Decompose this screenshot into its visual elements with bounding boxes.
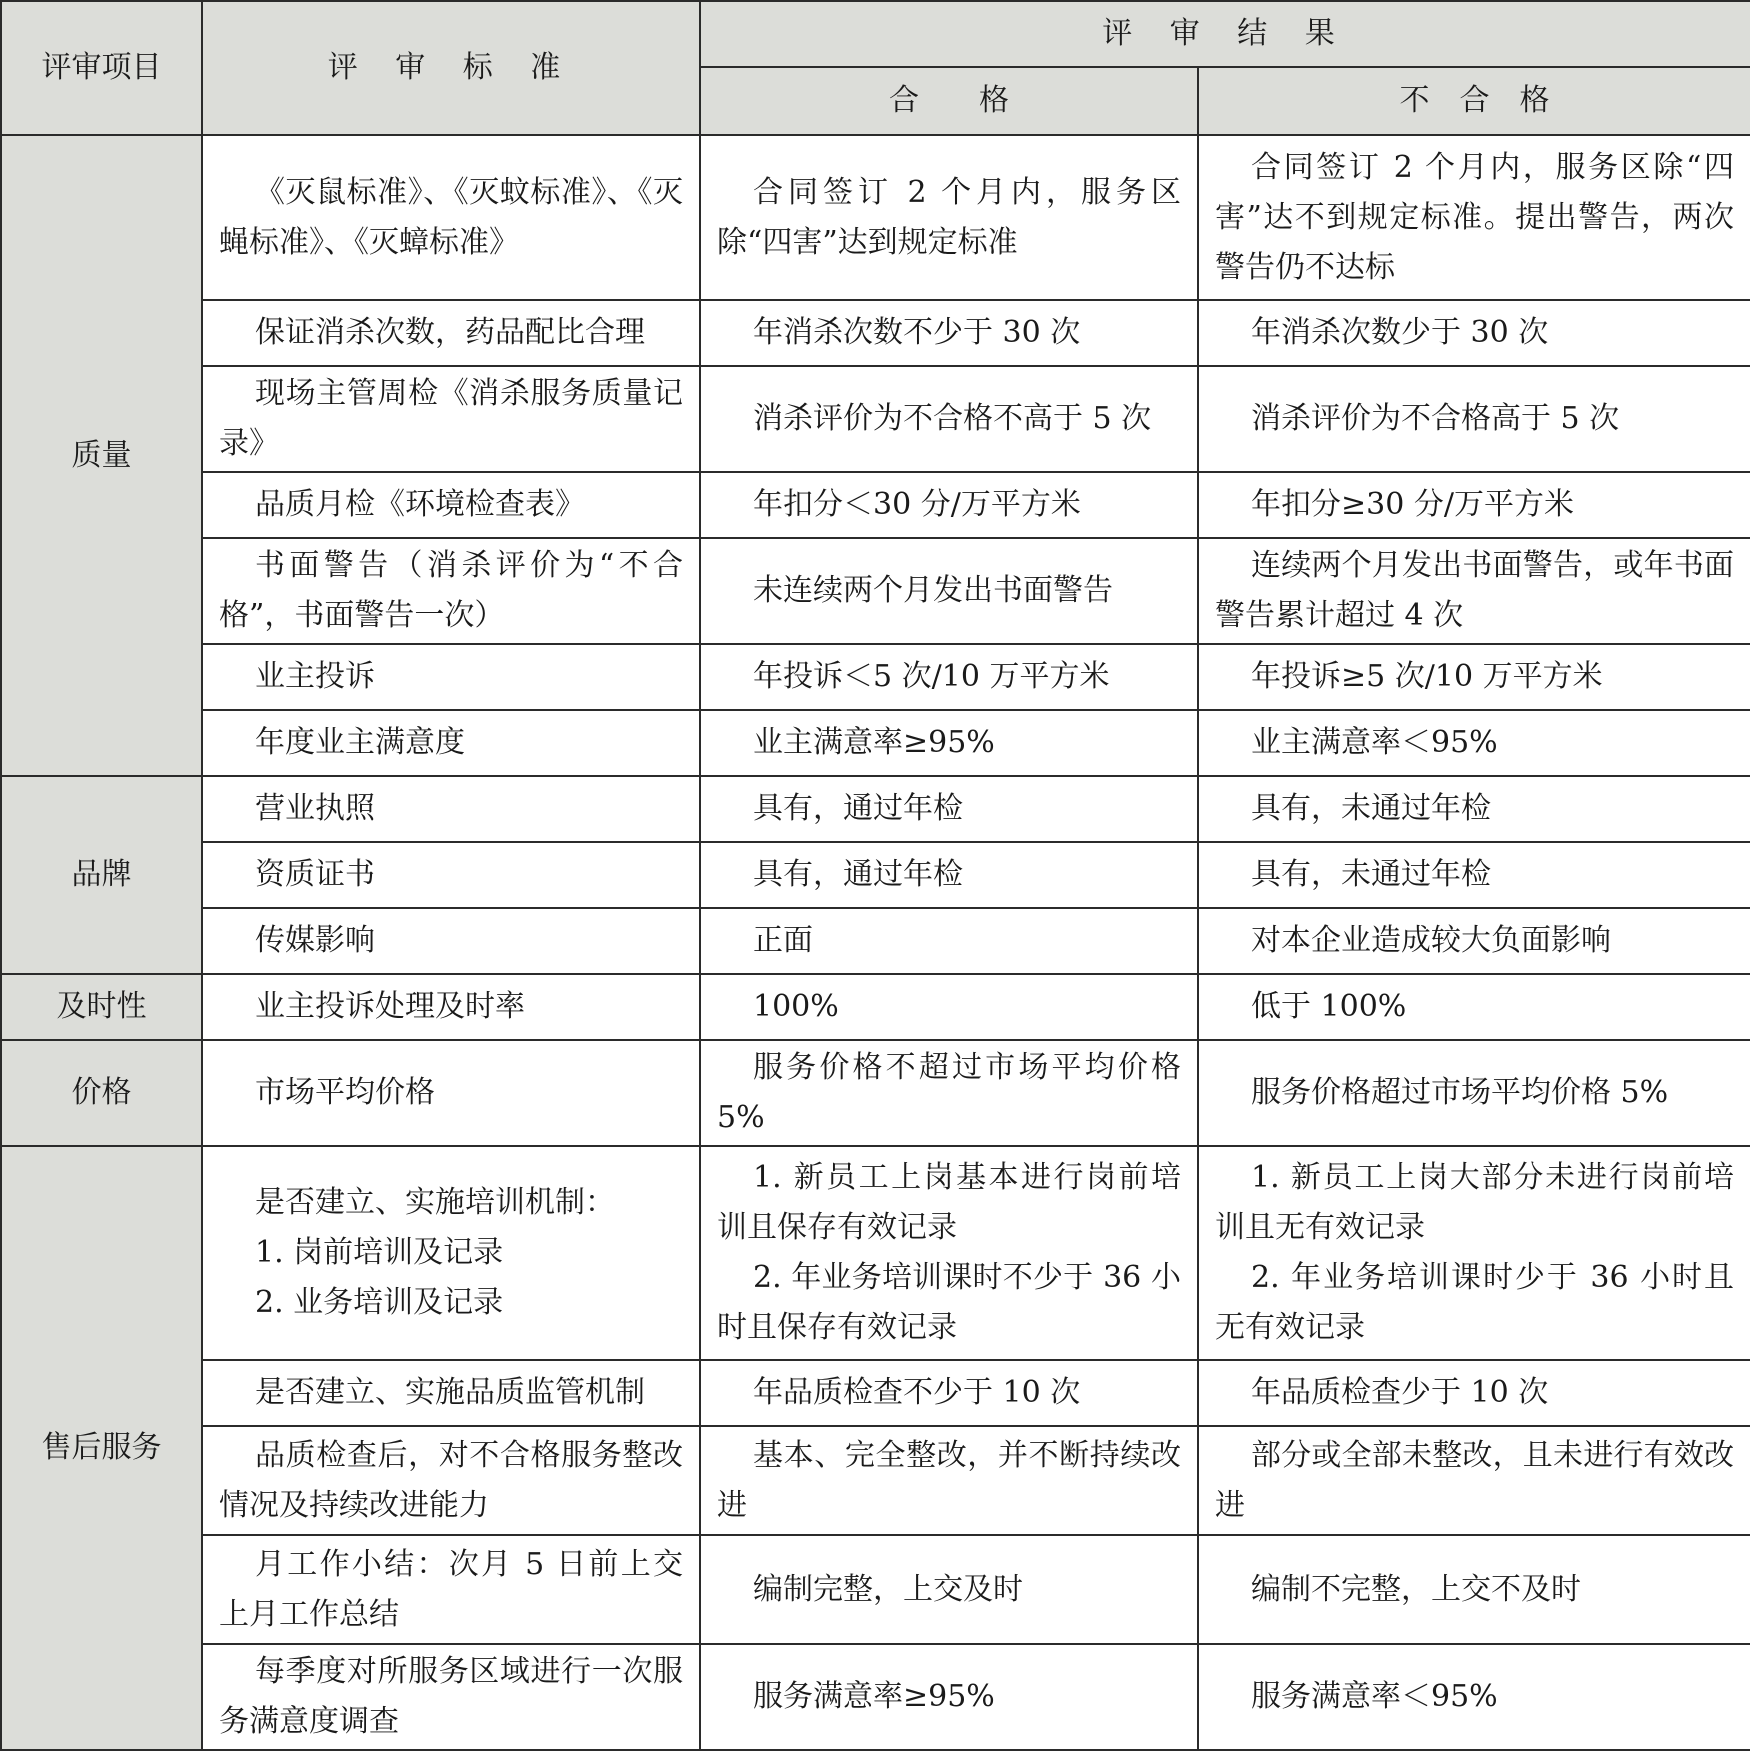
standard-line: 是否建立、实施培训机制：	[255, 1185, 615, 1220]
header-review-standard: 评 审 标 准	[202, 1, 700, 135]
table-row	[1, 644, 1750, 710]
pass-cell: 消杀评价为不合格不高于 5 次	[700, 366, 1198, 472]
header-pass: 合 格	[700, 67, 1198, 135]
pass-cell: 服务满意率≥95%	[700, 1644, 1198, 1750]
pass-cell: 正面	[700, 908, 1198, 974]
pass-cell: 编制完整，上交及时	[700, 1535, 1198, 1644]
table-body	[1, 135, 1750, 1750]
fail-cell: 连续两个月发出书面警告，或年书面警告累计超过 4 次	[1198, 538, 1750, 644]
header-review-result: 评 审 结 果	[700, 1, 1750, 67]
standard-cell: 保证消杀次数，药品配比合理	[202, 300, 700, 366]
fail-cell: 消杀评价为不合格高于 5 次	[1198, 366, 1750, 472]
category-cell: 质量	[1, 135, 202, 776]
standard-line: 2. 业务培训及记录	[255, 1285, 504, 1320]
standard-cell: 书面警告（消杀评价为“不合格”，书面警告一次）	[202, 538, 700, 644]
table-row	[1, 710, 1750, 776]
table-row	[1, 1360, 1750, 1426]
standard-cell: 营业执照	[202, 776, 700, 842]
fail-cell: 合同签订 2 个月内，服务区除“四害”达不到规定标准。提出警告，两次警告仍不达标	[1198, 135, 1750, 300]
pass-line: 1. 新员工上岗基本进行岗前培训且保存有效记录	[717, 1160, 1181, 1245]
table-row	[1, 908, 1750, 974]
pass-line: 2. 年业务培训课时不少于 36 小时且保存有效记录	[717, 1260, 1181, 1345]
standard-cell: 年度业主满意度	[202, 710, 700, 776]
fail-line: 2. 年业务培训课时少于 36 小时且无有效记录	[1215, 1260, 1735, 1345]
standard-cell	[202, 1146, 700, 1360]
table-row	[1, 472, 1750, 538]
standard-cell: 是否建立、实施品质监管机制	[202, 1360, 700, 1426]
pass-cell: 具有，通过年检	[700, 842, 1198, 908]
table-row	[1, 1535, 1750, 1644]
table-row	[1, 538, 1750, 644]
fail-cell: 部分或全部未整改，且未进行有效改进	[1198, 1426, 1750, 1535]
fail-cell: 年扣分≥30 分/万平方米	[1198, 472, 1750, 538]
fail-cell: 年投诉≥5 次/10 万平方米	[1198, 644, 1750, 710]
table-row	[1, 1644, 1750, 1750]
fail-line: 1. 新员工上岗大部分未进行岗前培训且无有效记录	[1215, 1160, 1735, 1245]
pass-cell: 年扣分＜30 分/万平方米	[700, 472, 1198, 538]
fail-cell: 业主满意率＜95%	[1198, 710, 1750, 776]
pass-cell: 100%	[700, 974, 1198, 1040]
fail-cell: 服务满意率＜95%	[1198, 1644, 1750, 1750]
fail-cell: 编制不完整，上交不及时	[1198, 1535, 1750, 1644]
fail-cell: 具有，未通过年检	[1198, 776, 1750, 842]
standard-cell: 《灭鼠标准》、《灭蚊标准》、《灭蝇标准》、《灭蟑标准》	[202, 135, 700, 300]
pass-cell	[700, 1146, 1198, 1360]
standard-cell: 品质检查后，对不合格服务整改情况及持续改进能力	[202, 1426, 700, 1535]
fail-cell: 年品质检查少于 10 次	[1198, 1360, 1750, 1426]
pass-cell: 具有，通过年检	[700, 776, 1198, 842]
table-row	[1, 1146, 1750, 1360]
fail-cell: 服务价格超过市场平均价格 5%	[1198, 1040, 1750, 1146]
pass-cell: 年品质检查不少于 10 次	[700, 1360, 1198, 1426]
table-row	[1, 1426, 1750, 1535]
standard-cell: 市场平均价格	[202, 1040, 700, 1146]
pass-cell: 年消杀次数不少于 30 次	[700, 300, 1198, 366]
fail-cell	[1198, 1146, 1750, 1360]
standard-cell: 品质月检《环境检查表》	[202, 472, 700, 538]
fail-cell: 对本企业造成较大负面影响	[1198, 908, 1750, 974]
standard-cell: 资质证书	[202, 842, 700, 908]
fail-cell: 年消杀次数少于 30 次	[1198, 300, 1750, 366]
pass-cell: 基本、完全整改，并不断持续改进	[700, 1426, 1198, 1535]
pass-cell: 年投诉＜5 次/10 万平方米	[700, 644, 1198, 710]
table-row	[1, 974, 1750, 1040]
category-cell: 售后服务	[1, 1146, 202, 1750]
fail-cell: 低于 100%	[1198, 974, 1750, 1040]
pass-cell: 合同签订 2 个月内，服务区除“四害”达到规定标准	[700, 135, 1198, 300]
category-cell: 及时性	[1, 974, 202, 1040]
standard-cell: 现场主管周检《消杀服务质量记录》	[202, 366, 700, 472]
standard-cell: 月工作小结：次月 5 日前上交上月工作总结	[202, 1535, 700, 1644]
table-row	[1, 842, 1750, 908]
header-fail: 不 合 格	[1198, 67, 1750, 135]
fail-cell: 具有，未通过年检	[1198, 842, 1750, 908]
standard-cell: 每季度对所服务区域进行一次服务满意度调查	[202, 1644, 700, 1750]
standard-line: 1. 岗前培训及记录	[255, 1235, 504, 1270]
standard-cell: 传媒影响	[202, 908, 700, 974]
table-row	[1, 366, 1750, 472]
pass-cell: 服务价格不超过市场平均价格 5%	[700, 1040, 1198, 1146]
pass-cell: 业主满意率≥95%	[700, 710, 1198, 776]
table-row	[1, 300, 1750, 366]
standard-cell: 业主投诉处理及时率	[202, 974, 700, 1040]
header-review-item: 评审项目	[1, 1, 202, 135]
category-cell: 价格	[1, 1040, 202, 1146]
category-cell: 品牌	[1, 776, 202, 974]
table-row	[1, 1040, 1750, 1146]
table-row	[1, 135, 1750, 300]
pass-cell: 未连续两个月发出书面警告	[700, 538, 1198, 644]
standard-cell: 业主投诉	[202, 644, 700, 710]
table-row	[1, 776, 1750, 842]
